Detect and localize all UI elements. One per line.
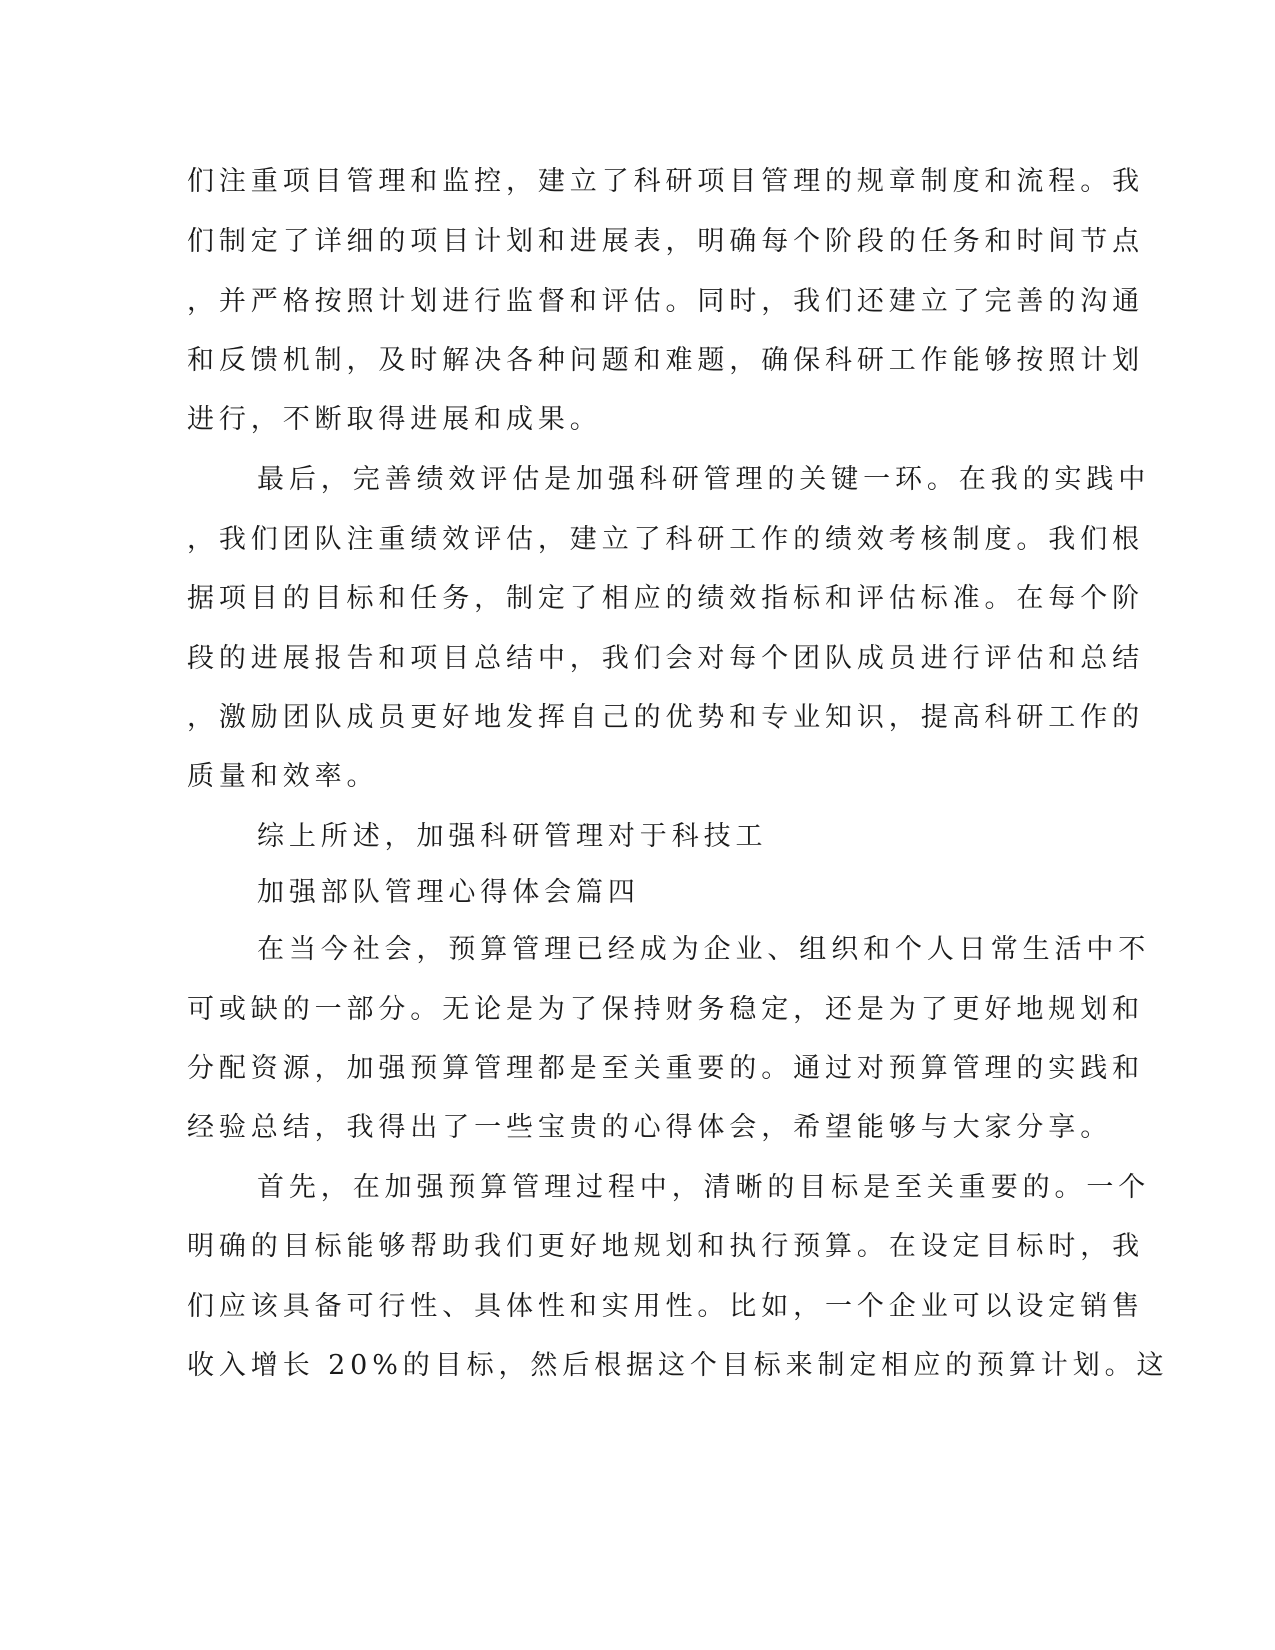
- text-line: 经验总结，我得出了一些宝贵的心得体会，希望能够与大家分享。: [187, 1112, 1113, 1143]
- text-line: 和反馈机制，及时解决各种问题和难题，确保科研工作能够按照计划: [187, 345, 1144, 376]
- paragraph-first-line: 在当今社会，预算管理已经成为企业、组织和个人日常生活中不: [257, 934, 1151, 965]
- text-line: 进行，不断取得进展和成果。: [187, 404, 602, 435]
- text-line: ，并严格按照计划进行监督和评估。同时，我们还建立了完善的沟通: [187, 286, 1144, 317]
- text-line: 收入增长 20%的目标，然后根据这个目标来制定相应的预算计划。这: [187, 1350, 1169, 1381]
- text-line: 们应该具备可行性、具体性和实用性。比如，一个企业可以设定销售: [187, 1291, 1144, 1322]
- paragraph-first-line: 最后，完善绩效评估是加强科研管理的关键一环。在我的实践中: [257, 464, 1151, 495]
- paragraph-first-line: 综上所述，加强科研管理对于科技工: [257, 821, 768, 852]
- text-line: 分配资源，加强预算管理都是至关重要的。通过对预算管理的实践和: [187, 1053, 1144, 1084]
- text-line: 段的进展报告和项目总结中，我们会对每个团队成员进行评估和总结: [187, 643, 1144, 674]
- text-line: 据项目的目标和任务，制定了相应的绩效指标和评估标准。在每个阶: [187, 583, 1144, 614]
- text-line: 可或缺的一部分。无论是为了保持财务稳定，还是为了更好地规划和: [187, 994, 1144, 1025]
- text-line: ，我们团队注重绩效评估，建立了科研工作的绩效考核制度。我们根: [187, 524, 1144, 555]
- text-line: 质量和效率。: [187, 761, 379, 792]
- text-line: 们注重项目管理和监控，建立了科研项目管理的规章制度和流程。我: [187, 166, 1144, 197]
- text-line: ，激励团队成员更好地发挥自己的优势和专业知识，提高科研工作的: [187, 702, 1144, 733]
- text-line: 们制定了详细的项目计划和进展表，明确每个阶段的任务和时间节点: [187, 226, 1144, 257]
- paragraph-first-line: 首先，在加强预算管理过程中，清晰的目标是至关重要的。一个: [257, 1172, 1151, 1203]
- text-line: 明确的目标能够帮助我们更好地规划和执行预算。在设定目标时，我: [187, 1231, 1144, 1262]
- section-heading: 加强部队管理心得体会篇四: [257, 877, 640, 908]
